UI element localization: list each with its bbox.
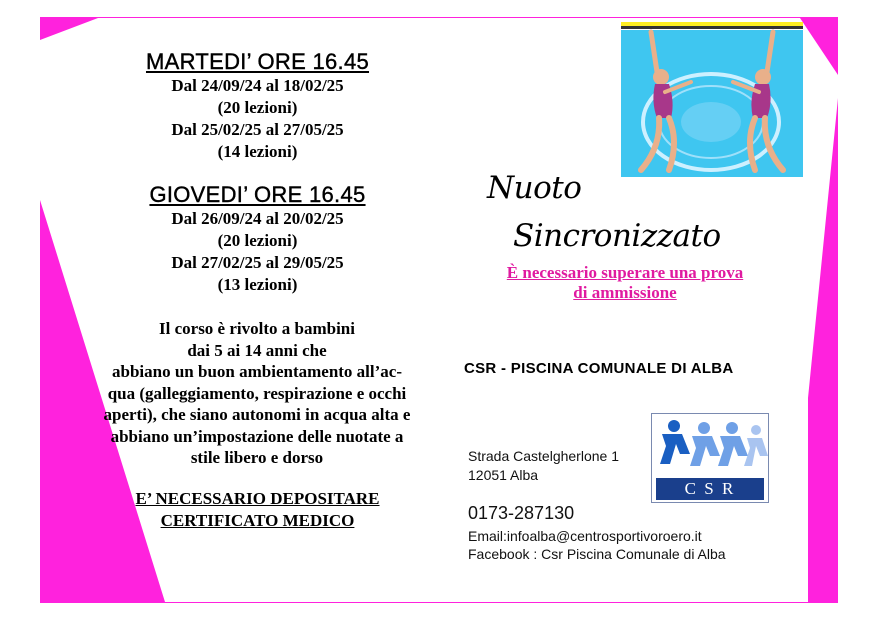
thursday-period-1: Dal 26/09/24 al 20/02/25: [171, 209, 344, 228]
thursday-period-2: Dal 27/02/25 al 29/05/25: [171, 253, 344, 272]
description-line: stile libero e dorso: [190, 448, 324, 467]
certificate-line-1: E’ NECESSARIO DEPOSITARE: [135, 489, 380, 508]
tuesday-lessons-1: (20 lezioni): [217, 98, 298, 117]
logo-text: C S R: [656, 478, 764, 500]
course-description: [52, 318, 462, 469]
address-line-1: Strada Castelgherlone 1: [468, 448, 619, 464]
description-line: abbiano un buon ambientamento all’ac-: [112, 362, 402, 381]
title-word-1: Nuoto: [487, 170, 582, 206]
thursday-lessons-1: (20 lezioni): [217, 231, 298, 250]
venue-name: CSR - PISCINA COMUNALE DI ALBA: [464, 360, 734, 377]
email-address: Email:infoalba@centrosportivoroero.it: [468, 528, 702, 544]
description-line: Il corso è rivolto a bambini: [159, 319, 355, 338]
admission-note: [470, 263, 780, 303]
address-line-2: 12051 Alba: [468, 467, 539, 483]
tuesday-schedule: [105, 49, 410, 163]
admission-line-2: di ammissione: [573, 283, 677, 302]
thursday-schedule: [105, 182, 410, 296]
description-line: abbiano un’impostazione delle nuotate a: [110, 426, 404, 446]
tuesday-lessons-2: (14 lezioni): [217, 142, 298, 161]
synchronized-swimmers-illustration: [621, 22, 803, 177]
certificate-line-2: CERTIFICATO MEDICO: [160, 510, 355, 530]
description-line: aperti), che siano autonomi in acqua alta e: [103, 405, 411, 424]
description-line: dai 5 ai 14 anni che: [187, 340, 327, 360]
admission-line-1: È necessario superare una prova: [506, 263, 744, 282]
facebook-page: Facebook : Csr Piscina Comunale di Alba: [468, 546, 726, 562]
description-line: qua (galleggiamento, respirazione e occhi: [107, 383, 407, 403]
thursday-heading: GIOVEDI’ ORE 16.45: [149, 182, 366, 207]
phone-number: 0173-287130: [468, 503, 575, 523]
tuesday-period-1: Dal 24/09/24 al 18/02/25: [171, 76, 344, 95]
running-figures-icon: [652, 414, 770, 476]
medical-certificate-notice: [80, 488, 435, 531]
title-word-2: Sincronizzato: [513, 218, 721, 254]
csr-logo: [651, 413, 769, 503]
thursday-lessons-2: (13 lezioni): [217, 275, 298, 294]
tuesday-period-2: Dal 25/02/25 al 27/05/25: [171, 120, 344, 139]
tuesday-heading: MARTEDI’ ORE 16.45: [145, 49, 370, 74]
